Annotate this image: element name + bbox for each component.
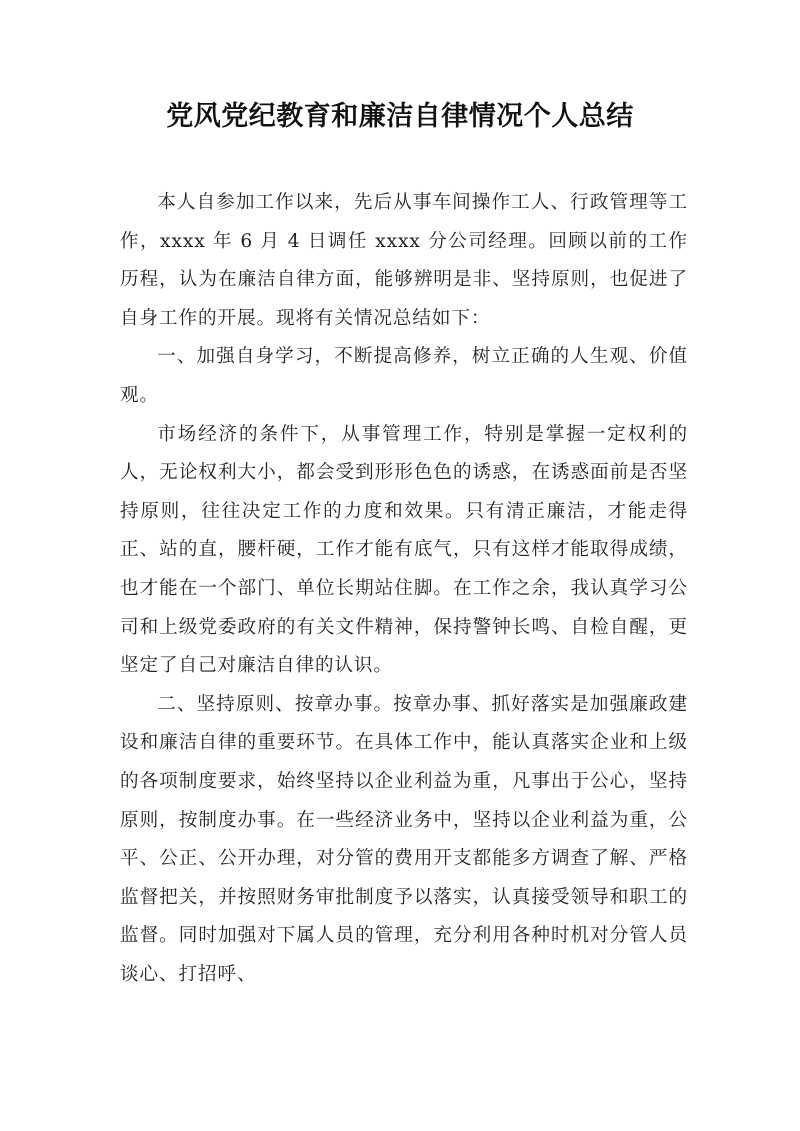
paragraph-section-1-heading: 一、加强自身学习，不断提高修养，树立正确的人生观、价值观。 bbox=[120, 346, 688, 406]
paragraph-intro: 本人自参加工作以来，先后从事车间操作工人、行政管理等工作，xxxx 年 6 月 4 日调任 xxxx 分公司经理。回顾以前的工作历程，认为在廉洁自律方面，能够辨明是非、坚持原则，也促进了自身工作的开展。现将有关情况总结如下： bbox=[120, 192, 688, 329]
document-body bbox=[120, 184, 688, 994]
paragraph-section-2: 二、坚持原则、按章办事。按章办事、抓好落实是加强廉政建设和廉洁自律的重要环节。在具体工作中，能认真落实企业和上级的各项制度要求，始终坚持以企业利益为重，凡事出于公心，坚持原则，按制度办事。在一些经济业务中，坚持以企业利益为重，公平、公正、公开办理，对分管的费用开支都能多方调查了解、严格监督把关，并按照财务审批制度予以落实，认真接受领导和职工的监督。同时加强对下属人员的管理，充分利用各种时机对分管人员谈心、打招呼、 bbox=[120, 693, 688, 985]
paragraph-section-1-body: 市场经济的条件下，从事管理工作，特别是掌握一定权利的人，无论权利大小，都会受到形形色色的诱惑，在诱惑面前是否坚持原则，往往决定工作的力度和效果。只有清正廉洁，才能走得正、站的直，腰杆硬，工作才能有底气，只有这样才能取得成绩，也才能在一个部门、单位长期站住脚。在工作之余，我认真学习公司和上级党委政府的有关文件精神，保持警钟长鸣、自检自醒，更坚定了自己对廉洁自律的认识。 bbox=[120, 423, 688, 677]
document-title: 党风党纪教育和廉洁自律情况个人总结 bbox=[166, 101, 634, 132]
